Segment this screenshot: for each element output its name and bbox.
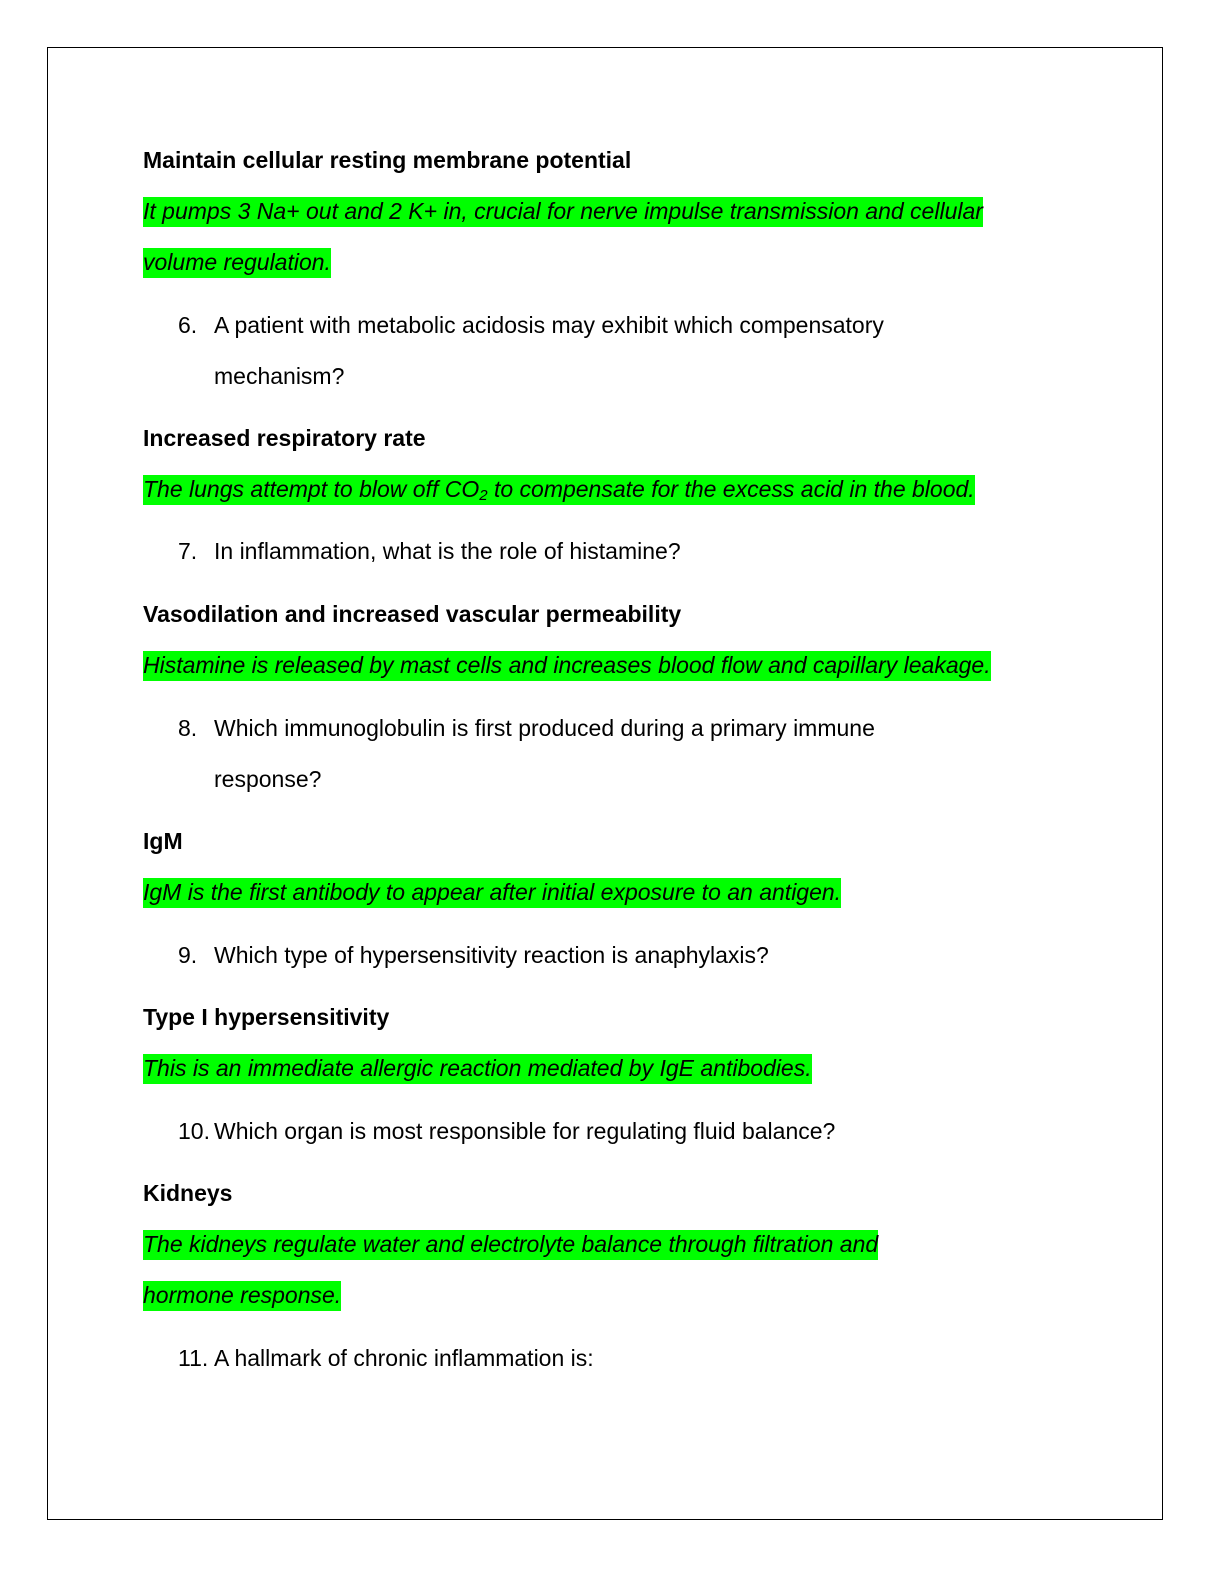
highlighted-explanation: It pumps 3 Na+ out and 2 K+ in, crucial for nerve impulse transmission and cellular — [143, 197, 983, 227]
answer-heading: Vasodilation and increased vascular permeability — [143, 601, 682, 627]
question-text: A patient with metabolic acidosis may exhibit which compensatory — [214, 312, 884, 338]
answer-explanation-line — [143, 474, 975, 504]
answer-heading: Type I hypersensitivity — [143, 1004, 390, 1030]
subscript: 2 — [479, 487, 488, 504]
question-text: response? — [214, 766, 322, 792]
highlighted-explanation: volume regulation. — [143, 248, 331, 278]
question-number: 6. — [178, 312, 198, 338]
question-text: In inflammation, what is the role of histamine? — [214, 538, 681, 564]
answer-explanation-line — [143, 650, 991, 680]
explanation-part: The lungs attempt to blow off CO — [143, 476, 480, 502]
answer-explanation-line — [143, 247, 331, 277]
question-text: Which type of hypersensitivity reaction is anaphylaxis? — [214, 942, 769, 968]
answer-explanation-line — [143, 1280, 341, 1310]
answer-explanation-line — [143, 877, 841, 907]
question-text: mechanism? — [214, 363, 345, 389]
answer-heading: IgM — [143, 828, 183, 854]
answer-explanation-line — [143, 1053, 812, 1083]
question-number: 11. — [178, 1345, 209, 1371]
highlighted-explanation: hormone response. — [143, 1281, 341, 1311]
highlighted-explanation: IgM is the first antibody to appear after initial exposure to an antigen. — [143, 878, 841, 908]
highlighted-explanation: The kidneys regulate water and electrolyte balance through filtration and — [143, 1230, 878, 1260]
highlighted-explanation — [143, 475, 975, 505]
question-number: 7. — [178, 538, 198, 564]
highlighted-explanation: This is an immediate allergic reaction mediated by IgE antibodies. — [143, 1054, 812, 1084]
answer-explanation-line — [143, 1229, 878, 1259]
question-number: 8. — [178, 715, 198, 741]
explanation-part: to compensate for the excess acid in the blood. — [487, 476, 975, 502]
answer-heading: Maintain cellular resting membrane potential — [143, 147, 632, 173]
question-number: 9. — [178, 942, 198, 968]
answer-heading: Increased respiratory rate — [143, 425, 426, 451]
answer-heading: Kidneys — [143, 1180, 233, 1206]
question-text: Which organ is most responsible for regulating fluid balance? — [214, 1118, 836, 1144]
question-number: 10. — [178, 1118, 210, 1144]
question-text: Which immunoglobulin is first produced during a primary immune — [214, 715, 875, 741]
question-text: A hallmark of chronic inflammation is: — [214, 1345, 594, 1371]
highlighted-explanation: Histamine is released by mast cells and increases blood flow and capillary leakage. — [143, 651, 991, 681]
answer-explanation-line — [143, 196, 983, 226]
